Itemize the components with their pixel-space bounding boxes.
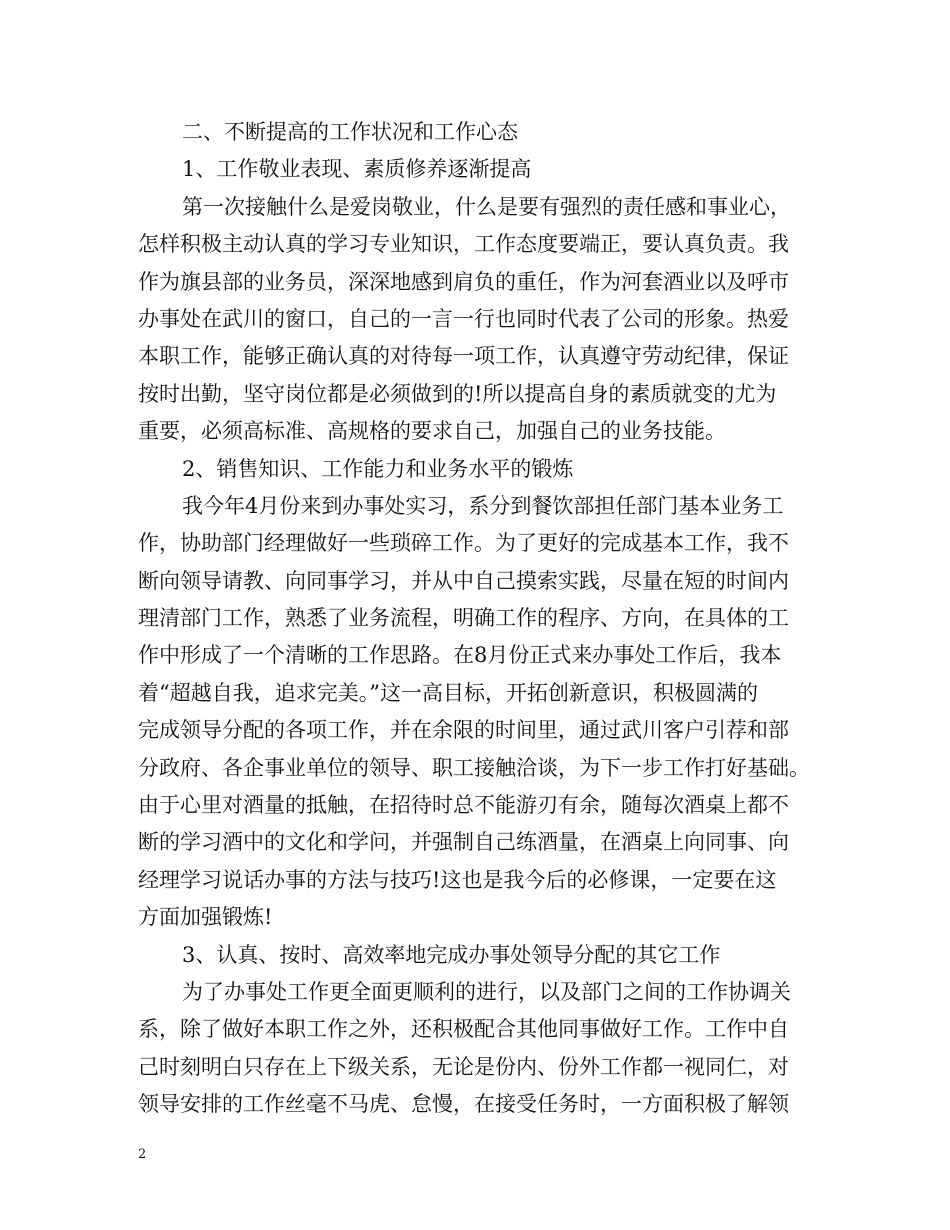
paragraph-line: 办事处在武川的窗口，自己的一言一行也同时代表了公司的形象。热爱 [138, 306, 789, 331]
subsection-heading: 1、工作敬业表现、素质修养逐渐提高 [182, 157, 532, 182]
paragraph-line: 方面加强锻炼! [138, 905, 273, 930]
paragraph-line: 作为旗县部的业务员，深深地感到肩负的重任，作为河套酒业以及呼市 [138, 269, 789, 294]
paragraph-line: 第一次接触什么是爱岗敬业，什么是要有强烈的责任感和事业心， [182, 194, 791, 219]
paragraph-line: 经理学习说话办事的方法与技巧!这也是我今后的必修课，一定要在这 [138, 867, 777, 892]
paragraph-line: 怎样积极主动认真的学习专业知识，工作态度要端正，要认真负责。我 [138, 232, 789, 257]
paragraph-line: 作中形成了一个清晰的工作思路。在8月份正式来办事处工作后，我本 [138, 643, 782, 668]
paragraph-line: 断向领导请教、向同事学习，并从中自己摸索实践，尽量在短的时间内 [138, 568, 789, 593]
paragraph-line: 我今年4月份来到办事处实习，系分到餐饮部担任部门基本业务工 [182, 493, 784, 518]
paragraph-line: 领导安排的工作丝毫不马虎、怠慢，在接受任务时，一方面积极了解领 [138, 1092, 789, 1117]
paragraph-line: 由于心里对酒量的抵触，在招待时总不能游刃有余，随每次酒桌上都不 [138, 793, 789, 818]
page-number: 2 [138, 1147, 147, 1162]
paragraph-line: 己时刻明白只存在上下级关系，无论是份内、份外工作都一视同仁，对 [138, 1054, 789, 1079]
paragraph-line: 本职工作，能够正确认真的对待每一项工作，认真遵守劳动纪律，保证 [138, 344, 789, 369]
paragraph-line: 重要，必须高标准、高规格的要求自己，加强自己的业务技能。 [138, 419, 726, 444]
paragraph-line: 断的学习酒中的文化和学问，并强制自己练酒量，在酒桌上向同事、向 [138, 830, 789, 855]
document-body [138, 114, 830, 1124]
paragraph-line: 按时出勤，坚守岗位都是必须做到的!所以提高自身的素质就变的尤为 [138, 381, 777, 406]
subsection-heading: 2、销售知识、工作能力和业务水平的锻炼 [182, 456, 574, 481]
paragraph-line: 分政府、各企事业单位的领导、职工接触洽谈，为下一步工作打好基础。 [138, 755, 810, 780]
section-heading: 二、不断提高的工作状况和工作心态 [182, 120, 518, 144]
subsection-heading: 3、认真、按时、高效率地完成办事处领导分配的其它工作 [182, 942, 721, 967]
paragraph-line: 为了办事处工作更全面更顺利的进行，以及部门之间的工作协调关 [182, 979, 791, 1004]
paragraph-line: 系，除了做好本职工作之外，还积极配合其他同事做好工作。工作中自 [138, 1017, 789, 1042]
paragraph-line: 完成领导分配的各项工作，并在余限的时间里，通过武川客户引荐和部 [138, 718, 789, 743]
paragraph-line: 着“超越自我，追求完美。”这一高目标，开拓创新意识，积极圆满的 [138, 680, 758, 705]
paragraph-line: 理清部门工作，熟悉了业务流程，明确工作的程序、方向，在具体的工 [138, 606, 789, 631]
paragraph-line: 作，协助部门经理做好一些琐碎工作。为了更好的完成基本工作，我不 [138, 531, 789, 556]
